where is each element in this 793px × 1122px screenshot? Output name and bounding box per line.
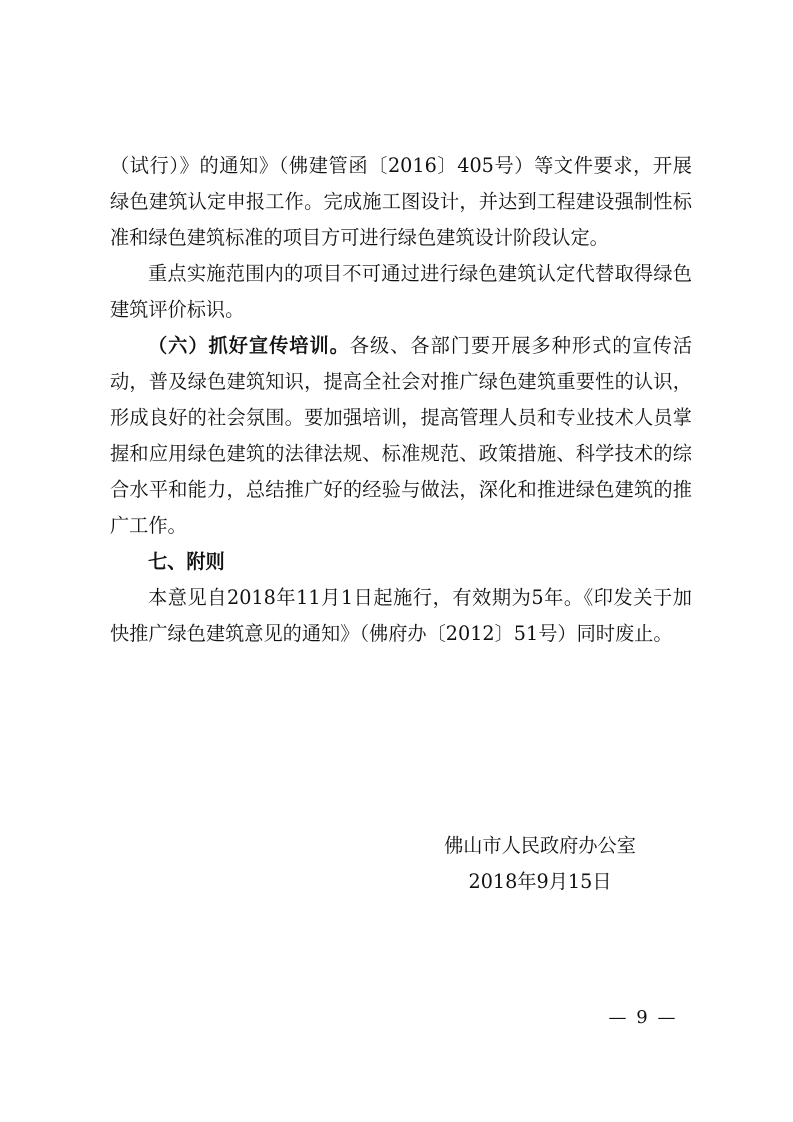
signature-block — [425, 828, 655, 900]
page-number: — 9 — — [608, 1007, 678, 1028]
section-heading-supplementary: 七、附则 — [148, 550, 225, 573]
issuer-name: 佛山市人民政府办公室 — [444, 834, 636, 857]
paragraph-scope-note: 重点实施范围内的项目不可通过进行绿色建筑认定代替取得绿色建筑评价标识。 — [110, 262, 692, 321]
paragraph-publicity-text: 各级、各部门要开展多种形式的宣传活动，普及绿色建筑知识，提高全社会对推广绿色建筑重要性的认识，形成良好的社会氛围。要加强培训，提高管理人员和专业技术人员掌握和应用绿色建筑的法律法规、标准规范、政策措施、科学技术的综合水平和能力，总结推广好的经验与做法，深化和推进绿色建筑的推广工作。 — [110, 334, 693, 537]
subsection-heading-publicity: （六）抓好宣传培训。 — [148, 334, 350, 357]
document-body — [110, 148, 692, 652]
paragraph-effective-date: 本意见自2018年11月1日起施行，有效期为5年。《印发关于加快推广绿色建筑意见的通知》（佛府办〔2012〕51号）同时废止。 — [110, 586, 692, 645]
paragraph-publicity-training — [110, 328, 692, 544]
issue-date: 2018年9月15日 — [468, 870, 612, 893]
paragraph-continuation: （试行）》的通知》（佛建管函〔2016〕405号）等文件要求，开展绿色建筑认定申报工作。完成施工图设计，并达到工程建设强制性标准和绿色建筑标准的项目方可进行绿色建筑设计阶段认定。 — [110, 154, 692, 249]
